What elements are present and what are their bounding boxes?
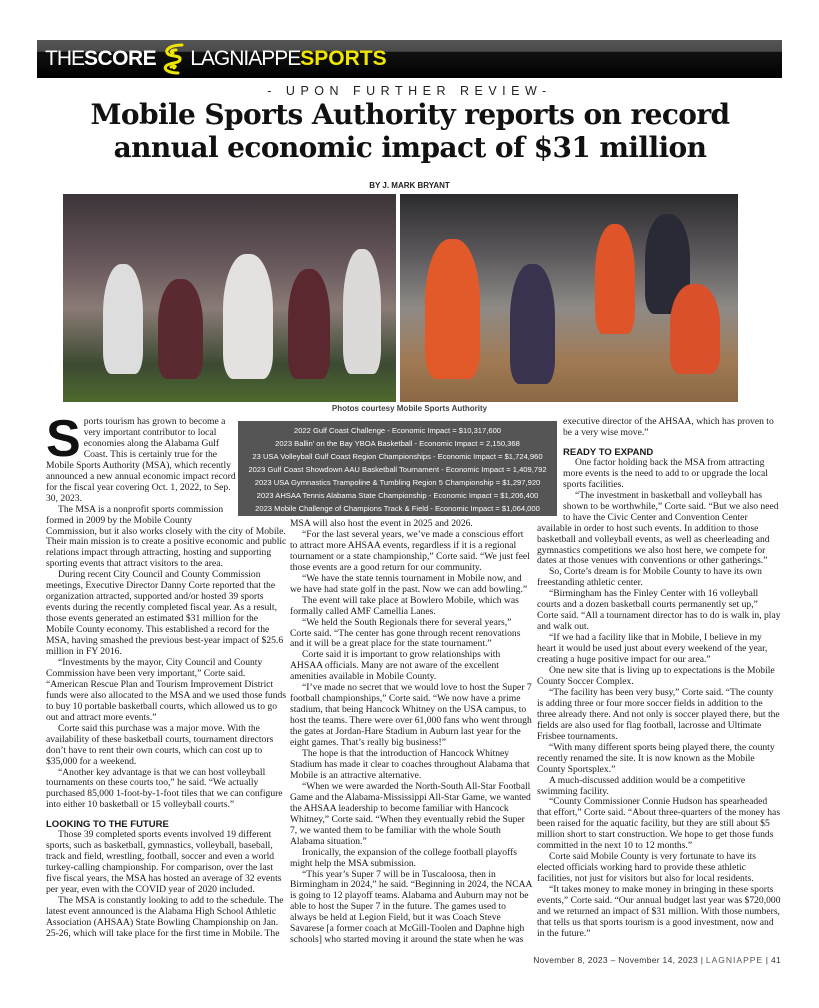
article-paragraph: The hope is that the introduction of Hancock Whitney Stadium has made it clear to coaches throughout Alabama that Mobile is an attractive alternative. bbox=[290, 748, 530, 781]
article-paragraph: Corte said this purchase was a major move. With the availability of these basketball courts, tournament directors don’t have to rent their own courts, which can cost up to $35,000 for a weekend. bbox=[46, 722, 274, 767]
article-paragraph: “We have the state tennis tournament in Mobile now, and we have had state golf in the past. Now we can add bowling.” bbox=[290, 572, 528, 595]
impact-item: 23 USA Volleyball Gulf Coast Region Championships - Economic Impact = $1,724,960 bbox=[252, 452, 543, 461]
article-paragraph: The MSA is constantly looking to add to the schedule. The latest event announced is the Alabama High School Athletic Association (AHSAA) State Bowling Championship on Jan. 25-26, which will take place for the first time in Mobile. The bbox=[46, 895, 284, 939]
article-paragraph: Ironically, the expansion of the college football playoffs might help the MSA submission. bbox=[290, 846, 517, 869]
article-paragraph: “The investment in basketball and volleyball has shown to be worthwhile,” Corte said. “But we also need to have the Civic Center and Convention Center available in order to host such events. In addition to those basketball and volleyball events, as well as cheerleading and gymnastics competitions we also host here, we compete for dates at those venues with conventions or other gatherings.” bbox=[537, 489, 779, 567]
article-paragraph: “Birmingham has the Finley Center with 16 volleyball courts and a dozen basketball courts permanently set up,” Corte said. “All a tournament director has to do is walk in, play and walk out. bbox=[537, 588, 781, 633]
article-paragraph: “It takes money to make money in bringing in these sports events,” Corte said. “Our annual budget last year was $720,000 and we returned an impact of $31 million. With those numbers, that tells us that sports tourism is a good investment, now and in the future.” bbox=[537, 884, 781, 939]
article-paragraph: A much-discussed addition would be a competitive swimming facility. bbox=[537, 774, 746, 797]
photo-caption: Photos courtesy Mobile Sports Authority bbox=[331, 404, 488, 413]
masthead-banner bbox=[37, 40, 782, 78]
article-column-3 bbox=[537, 417, 781, 940]
section-kicker: - UPON FURTHER REVIEW- bbox=[267, 84, 552, 98]
page-number: 41 bbox=[770, 955, 781, 965]
logo-sports: SPORTS bbox=[300, 47, 387, 70]
article-paragraph: “If we had a facility like that in Mobile, I believe in my heart it would be used just about every weekend of the year, creating a huge positive impact for our area.” bbox=[537, 632, 768, 666]
impact-item: 2022 Gulf Coast Challenge - Economic Impact = $10,317,600 bbox=[293, 426, 502, 435]
football-photo bbox=[63, 194, 396, 402]
issue-dates: November 8, 2023 – November 14, 2023 bbox=[533, 955, 699, 965]
publication-name: LAGNIAPPE bbox=[705, 955, 764, 965]
article-paragraph: The event will take place at Bowlero Mobile, which was formally called AMF Camellia Lanes. bbox=[290, 594, 519, 617]
article-paragraph: “We held the South Regionals there for several years,” Corte said. “The center has gone through recent renovations and it will be a great place for the state tournament.” bbox=[290, 616, 521, 650]
impact-item: 2023 Ballin' on the Bay YBOA Basketball - Economic Impact = 2,150,368 bbox=[275, 439, 520, 448]
headline bbox=[30, 98, 790, 164]
article-paragraph: “I’ve made no secret that we would love to host the Super 7 football championships,” Corte said. “We now have a prime stadium, that being Hancock Whitney on the USA campus, to host the teams. There were over 61,000 fans who went through the gates at Jordan-Hare Stadium in Auburn last year for the eight games. That’s really big business!” bbox=[290, 682, 532, 749]
impact-item: 2023 USA Gymnastics Trampoline & Tumbling Region 5 Championship = $1,297,920 bbox=[254, 478, 541, 487]
article-paragraph: “The facility has been very busy,” Corte said. “The county is adding three or four more soccer fields in addition to the three already there. And not only is soccer played there, but the fields are also used for flag football, lacrosse and Ultimate Frisbee tournaments. bbox=[537, 686, 780, 742]
impact-item: 2023 Mobile Challenge of Champions Track & Field - Economic Impact = $1,064,000 bbox=[255, 504, 540, 513]
basketball-photo bbox=[400, 194, 738, 402]
article-paragraph: executive director of the AHSAA, which has proven to be a very wise move.” bbox=[563, 416, 774, 438]
impact-item: 2023 Gulf Coast Showdown AAU Basketball Tournament - Economic Impact = 1,409,792 bbox=[248, 465, 547, 474]
article-paragraph: “County Commissioner Connie Hudson has spearheaded that effort,” Corte said. “About three-quarters of the money has been raised for the aquatic facility, but they are still about $5 million short to start construction. We hope to get those funds committed in the next 10 to 12 months.” bbox=[537, 796, 781, 852]
article-paragraph: “This year’s Super 7 will be in Tuscaloosa, then in Birmingham in 2024,” he said. “Beginning in 2024, the NCAA is going to 12 playoff teams. Alabama and Auburn may not be able to host the Super 7 in the future. The games used to always be held at Legion Field, but it was Coach Steve Savarese [a former coach at McGill-Toolen and Daphne high schools] who started moving it around the state when he was bbox=[290, 868, 532, 946]
article-paragraph: “Another key advantage is that we can host volleyball tournaments on these courts too,” he said. “We actually purchased 85,000 1-foot-by-1-foot tiles that we can configure into either 10 basketball or 15 volleyball courts.” bbox=[46, 766, 283, 811]
footer-separator: | bbox=[700, 955, 704, 965]
article-paragraph: Those 39 completed sports events involved 19 different sports, such as basketball, gymnastics, volleyball, baseball, track and field, wrestling, football, soccer and even a world turkey-calling championship. For comparison, over the last five fiscal years, the MSA has hosted an average of 32 events per year, even with the COVID year of 2020 included. bbox=[46, 829, 282, 896]
headline-line-1: Mobile Sports Authority reports on record bbox=[90, 98, 730, 131]
article-paragraph: ports tourism has grown to become a very important contributor to local economies along the Alabama Gulf Coast. This is certainly true for the Mobile Sports Authority (MSA), which recently announced a new annual economic impact record for the fiscal year covering Oct. 1, 2022, to Sep. 30, 2023. bbox=[46, 416, 236, 504]
impact-item: 2023 AHSAA Tennis Alabama State Championship - Economic Impact = $1,206,400 bbox=[256, 491, 539, 500]
article-paragraph: The MSA is a nonprofit sports commission formed in 2009 by the Mobile County Commission, but it also works closely with the city of Mobile. Their main mission is to create a positive economic and public relations impact through attracting, hosting and supporting sporting events that attract visitors to the area. bbox=[46, 503, 287, 570]
article-paragraph: MSA will also host the event in 2025 and 2026. bbox=[290, 518, 473, 529]
article-paragraph: One new site that is living up to expectations is the Mobile County Soccer Complex. bbox=[537, 665, 775, 687]
swirl-logo-icon bbox=[160, 42, 186, 76]
article-paragraph: During recent City Council and County Commission meetings, Executive Director Danny Corte reported that the organization attracted, supported and/or hosted 39 sports events during the recently completed fiscal year. As a result, those events generated an estimated $31 million for the Mobile County economy. This established a record for the MSA, having smashed the previous best-year impact of $25.6 million in FY 2016. bbox=[46, 569, 284, 658]
article-paragraph: “With many different sports being played there, the county recently renamed the site. It is now known as the Mobile County Sportsplex.” bbox=[537, 741, 775, 775]
article-paragraph: Corte said it is important to grow relationships with AHSAA officials. Many are not aware of the excellent amenities available in Mobile County. bbox=[290, 649, 501, 683]
headline-line-2: annual economic impact of $31 million bbox=[113, 131, 707, 164]
article-paragraph: “When we were awarded the North-South All-Star Football Game and the Alabama-Mississippi All-Star Game, we wanted the AHSAA leadership to become familiar with Hancock Whitney,” Corte said. “When they eventually rebid the Super 7, we wanted them to be familiar with the whole South Alabama situation.” bbox=[290, 780, 531, 847]
section-subheading: LOOKING TO THE FUTURE bbox=[46, 819, 169, 831]
drop-cap: S bbox=[46, 410, 81, 468]
footer-separator: | bbox=[765, 955, 769, 965]
article-column-2 bbox=[290, 519, 532, 946]
article-paragraph: One factor holding back the MSA from attracting more events is the need to add to or upgrade the local sports facilities. bbox=[563, 456, 768, 490]
logo-score: SCORE bbox=[84, 47, 157, 70]
page-footer bbox=[533, 955, 781, 965]
logo-the: THE bbox=[45, 47, 84, 70]
logo-lagniappe: LAGNIAPPE bbox=[190, 47, 301, 70]
article-paragraph: “Investments by the mayor, City Council and County Commission have been very important,” Corte said. “American Rescue Plan and Tourism Improvement District funds were also allocated to the MSA and we used those funds to buy 10 portable basketball courts, which allowed us to go out and attract more events.” bbox=[46, 656, 287, 723]
economic-impact-sidebar bbox=[238, 421, 557, 516]
article-paragraph: So, Corte’s dream is for Mobile County to have its own freestanding athletic center. bbox=[537, 566, 762, 589]
byline: BY J. MARK BRYANT bbox=[369, 181, 450, 190]
article-paragraph: “For the last several years, we’ve made a conscious effort to attract more AHSAA events, regardless if it is a regional tournament or a state championship,” Corte said. “We just feel those events are a good return for our community. bbox=[290, 528, 530, 573]
section-subheading: READY TO EXPAND bbox=[563, 446, 654, 458]
article-paragraph: Corte said Mobile County is very fortunate to have its elected officials working hard to provide these athletic facilities, not just for visitors but also for local residents. bbox=[537, 851, 757, 885]
